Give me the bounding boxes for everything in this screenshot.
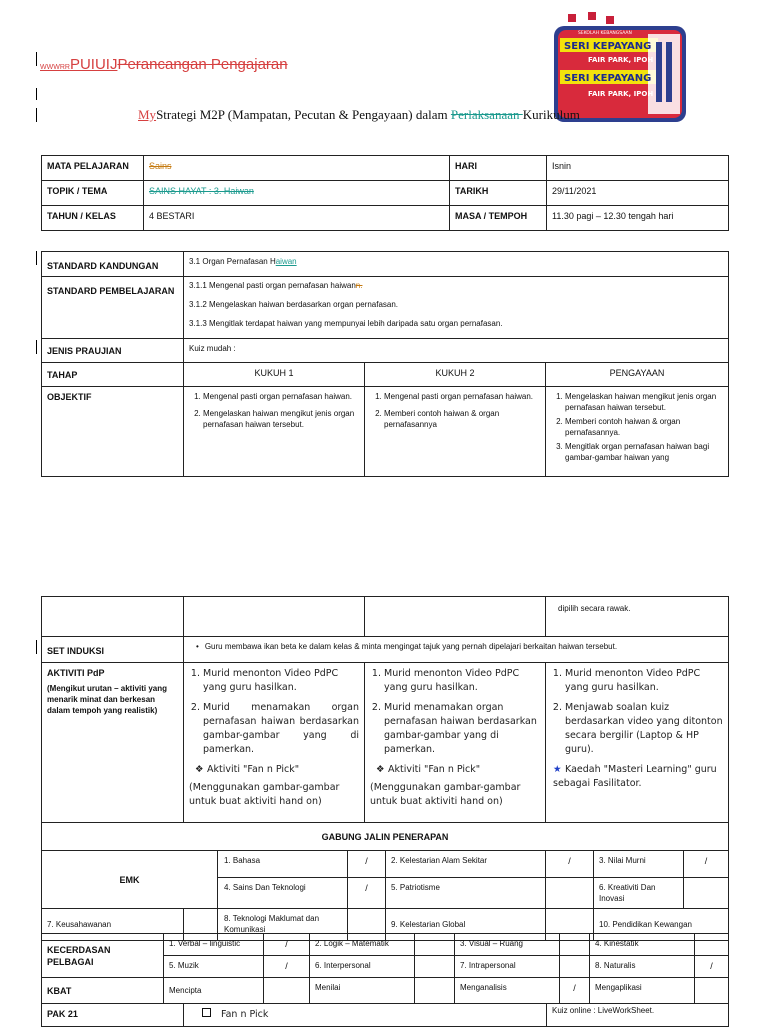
aktiviti-extra: Kaedah "Masteri Learning" guru sebagai Fasilitator. [553, 764, 717, 789]
logo-text: SEKOLAH KEBANGSAAN [578, 31, 632, 36]
mata-pelajaran-value: Sains [149, 161, 172, 171]
aktiviti-note: (Mengikut urutan – aktiviti yang menarik minat dan berkesan dalam tempoh yang realistik) [47, 684, 168, 715]
margin-mark [36, 340, 37, 354]
kp-item: 4. Kinestatik [590, 934, 695, 956]
logo-text: SERI KEPAYANG [564, 73, 652, 84]
kbat-mark [695, 978, 729, 1004]
tahun-value: 4 BESTARI [144, 206, 450, 231]
topik-value: SAINS HAYAT : 3. Haiwan [149, 186, 254, 196]
tahap-pengayaan: PENGAYAAN [546, 363, 729, 387]
aktiviti-cell [42, 663, 184, 823]
emk-item: 1. Bahasa [218, 851, 348, 878]
pak-label: PAK 21 [42, 1004, 184, 1027]
kp-mark [415, 956, 455, 978]
kp-mark: / [264, 934, 310, 956]
aktiviti-kukuh2: 1. Murid menonton Video PdPC yang guru hasilkan. 2. Murid menamakan organ pernafasan haiwan berdasarkan gambar-gambar yang di pamerkan. ❖ Aktiviti "Fan n Pick" (Menggunakan gambar-gambar untuk buat aktiviti hand on) [365, 663, 546, 823]
checkbox-icon[interactable] [202, 1008, 211, 1017]
objektif-item: 1. Mengenal pasti organ pernafasan haiwan. [384, 391, 540, 402]
sp-list: 3.1.1 Mengenal pasti organ pernafasan haiwann. 3.1.2 Mengelaskan haiwan berdasarkan organ pernafasan. 3.1.3 Mengitlak terdapat haiwan yang mempunyai lebih daripada satu organ pernafasan. [184, 277, 729, 339]
kp-item: 2. Logik – Matematik [310, 934, 415, 956]
standard-table: STANDARD KANDUNGAN 3.1 Organ Pernafasan Haiwan STANDARD PEMBELAJARAN 3.1.1 Mengenal pasti organ pernafasan haiwann. 3.1.2 Mengelaskan haiwan berdasarkan organ pernafasan. 3.1.3 Mengitlak terdapat haiwan yang mempunyai lebih daripada satu organ pernafasan. JENIS PRAUJIAN Kuiz mudah : TAHAP KUKUH 1 KUKUH 2 PENGAYAAN OBJEKTIF 1. Mengenal pasti organ pernafasan haiwan. 2. Mengelaskan haiwan mengikut jenis organ pernafasan haiwan tersebut. 1. Mengenal pasti organ pernafasan haiwan. 2. Memberi contoh haiwan & organ pernafasannya 1. Mengelaskan haiwan mengikut jenis organ pernafasan haiwan tersebut. 2. Memberi contoh haiwan & organ pernafasannya. 3. Mengitlak organ pernafasan haiwan bagi gambar-gambar haiwan yang [41, 251, 729, 477]
kp-mark [560, 934, 590, 956]
aktiviti-pengayaan [546, 663, 729, 823]
kp-item: 6. Interpersonal [310, 956, 415, 978]
logo-text: SERI KEPAYANG [564, 41, 652, 52]
margin-mark [36, 88, 37, 100]
aktiviti-label: AKTIVITI PdP [47, 668, 105, 678]
set-induksi-value: • Guru membawa ikan beta ke dalam kelas & minta mengingat tajuk yang pernah dipelajari berkaitan haiwan tersebut. [184, 637, 729, 663]
sp-label: STANDARD PEMBELAJARAN [42, 277, 184, 339]
gabung-label: GABUNG JALIN PENERAPAN [42, 823, 729, 851]
kp-mark [560, 956, 590, 978]
objektif-item: 2. Mengelaskan haiwan mengikut jenis organ pernafasan haiwan tersebut. [203, 408, 359, 430]
aktiviti-note: (Menggunakan gambar-gambar untuk buat aktiviti hand on) [189, 782, 340, 807]
emk-item: 8. Teknologi Maklumat dan Komunikasi [218, 909, 348, 941]
tarikh-label: TARIKH [450, 181, 547, 206]
emk-label: EMK [42, 851, 218, 909]
sp-item: 3.1.1 Mengenal pasti organ pernafasan haiwan [189, 281, 356, 290]
tahun-label: TAHUN / KELAS [42, 206, 144, 231]
sk-value: 3.1 Organ Pernafasan H [189, 257, 276, 266]
sp-item: 3.1.2 Mengelaskan haiwan berdasarkan organ pernafasan. [189, 300, 399, 309]
aktiviti-extra: Aktiviti "Fan n Pick" [388, 764, 481, 775]
topik-label: TOPIK / TEMA [42, 181, 144, 206]
kp-item: 5. Muzik [164, 956, 264, 978]
sk-label: STANDARD KANDUNGAN [42, 252, 184, 277]
kp-mark: / [264, 956, 310, 978]
masa-value: 11.30 pagi – 12.30 tengah hari [547, 206, 729, 231]
kbat-mark [264, 978, 310, 1004]
pak-table [41, 1003, 729, 1027]
emk-item: 2. Kelestarian Alam Sekitar [386, 851, 546, 878]
emk-mark: / [348, 851, 386, 878]
objektif-label: OBJEKTIF [42, 387, 184, 477]
hari-label: HARI [450, 156, 547, 181]
kbat-label: KBAT [42, 978, 164, 1004]
kbat-item: Mencipta [164, 978, 264, 1004]
kbat-item: Menganalisis [455, 978, 560, 1004]
emk-item: 4. Sains Dan Teknologi [218, 878, 348, 909]
emk-item: 9. Kelestarian Global [386, 909, 546, 941]
kbat-mark [415, 978, 455, 1004]
emk-item: 3. Nilai Murni [594, 851, 684, 878]
subtitle: MyStrategi M2P (Mampatan, Pecutan & Pengayaan) dalam Perlaksanaan Kurikulum [138, 107, 580, 122]
logo-text: FAIR PARK, IPOH [588, 56, 654, 64]
set-induksi-label: SET INDUKSI [42, 637, 184, 663]
aktiviti-note: (Menggunakan gambar-gambar untuk buat aktiviti hand on) [370, 782, 521, 807]
aktiviti-item: 1. Murid menonton Video PdPC yang guru hasilkan. [384, 667, 540, 695]
kbat-item: Menilai [310, 978, 415, 1004]
jenis-value: Kuiz mudah : [184, 339, 729, 363]
margin-mark [36, 52, 37, 66]
objektif-item: 2. Memberi contoh haiwan & organ pernafasannya [384, 408, 540, 430]
margin-mark [36, 108, 37, 122]
tahap-kukuh1: KUKUH 1 [184, 363, 365, 387]
masa-label: MASA / TEMPOH [450, 206, 547, 231]
margin-mark [36, 251, 37, 265]
hari-value: Isnin [547, 156, 729, 181]
kp-mark: / [695, 956, 729, 978]
jenis-label: JENIS PRAUJIAN [42, 339, 184, 363]
aktiviti-item: 2. Murid menamakan organ pernafasan haiwan berdasarkan gambar-gambar yang di pamerkan. [203, 701, 359, 757]
mata-pelajaran-label: MATA PELAJARAN [42, 156, 144, 181]
objektif-item: 1. Mengelaskan haiwan mengikut jenis organ pernafasan haiwan tersebut. [565, 391, 723, 413]
aktiviti-item: 2. Murid menamakan organ pernafasan haiwan berdasarkan gambar-gambar yang di pamerkan. [384, 701, 540, 757]
pak-value: Fan n Pick [221, 1009, 269, 1020]
continuation-text: dipilih secara rawak. [546, 597, 729, 637]
emk-item: 7. Keusahawanan [42, 909, 184, 941]
kp-label: KECERDASAN PELBAGAI [42, 934, 164, 978]
kp-item: 7. Intrapersonal [455, 956, 560, 978]
logo-text: FAIR PARK, IPOH [588, 90, 654, 98]
page-title: WWWRRPUIUIJPerancangan Pengajaran [40, 56, 288, 73]
emk-mark [684, 878, 729, 909]
tarikh-value: 29/11/2021 [547, 181, 729, 206]
kbat-mark: / [560, 978, 590, 1004]
emk-mark [546, 878, 594, 909]
aktiviti-extra: Aktiviti "Fan n Pick" [207, 764, 300, 775]
kbat-item: Mengaplikasi [590, 978, 695, 1004]
emk-table [41, 850, 729, 941]
kp-table [41, 933, 729, 1004]
aktiviti-kukuh1: 1. Murid menonton Video PdPC yang guru hasilkan. 2. Murid menamakan organ pernafasan haiwan berdasarkan gambar-gambar yang di pamerkan. ❖ Aktiviti "Fan n Pick" (Menggunakan gambar-gambar untuk buat aktiviti hand on) [184, 663, 365, 823]
kp-item: 8. Naturalis [590, 956, 695, 978]
margin-mark [36, 640, 37, 654]
emk-mark: / [348, 878, 386, 909]
kp-mark [695, 934, 729, 956]
emk-mark: / [684, 851, 729, 878]
objektif-item: 1. Mengenal pasti organ pernafasan haiwan. [203, 391, 359, 402]
kp-item: 3. Visual – Ruang [455, 934, 560, 956]
emk-item: 6. Kreativiti Dan Inovasi [594, 878, 684, 909]
aktiviti-table [41, 596, 729, 851]
objektif-item: 2. Memberi contoh haiwan & organ pernafasannya. [565, 416, 723, 438]
tahap-kukuh2: KUKUH 2 [365, 363, 546, 387]
kp-item: 1. Verbal – linguistic [164, 934, 264, 956]
sp-item: 3.1.3 Mengitlak terdapat haiwan yang mempunyai lebih daripada satu organ pernafasan. [189, 319, 503, 328]
aktiviti-item: 2. Menjawab soalan kuiz berdasarkan video yang ditonton secara bergilir (Laptop & HP guru). [565, 701, 723, 757]
emk-item: 10. Pendidikan Kewangan [594, 909, 729, 941]
aktiviti-item: 1. Murid menonton Video PdPC yang guru hasilkan. [203, 667, 359, 695]
emk-mark: / [546, 851, 594, 878]
tahap-label: TAHAP [42, 363, 184, 387]
kp-mark [415, 934, 455, 956]
emk-item: 5. Patriotisme [386, 878, 546, 909]
info-table [41, 155, 729, 231]
pak-kuiz: Kuiz online : LiveWorkSheet. [547, 1004, 729, 1027]
aktiviti-item: 1. Murid menonton Video PdPC yang guru hasilkan. [565, 667, 723, 695]
star-icon: ★ [553, 764, 562, 775]
objektif-item: 3. Mengitlak organ pernafasan haiwan bagi gambar-gambar haiwan yang [565, 441, 723, 463]
